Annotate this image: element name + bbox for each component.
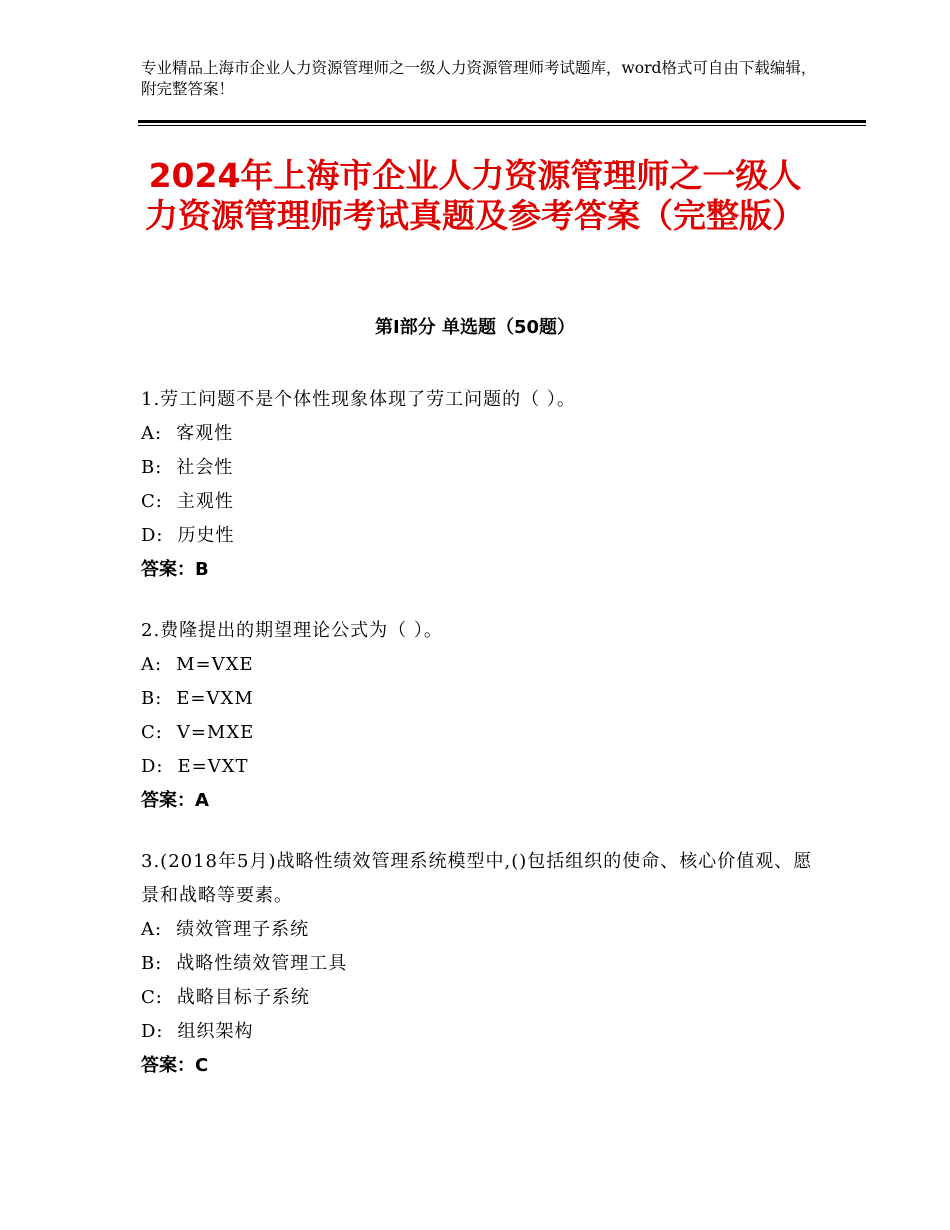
option-key: D: [141,525,164,546]
question-2-option-c [141,716,821,750]
question-2-option-a [141,648,821,682]
question-1-answer [141,553,821,587]
option-key: B: [141,688,163,709]
question-3-option-b [141,947,821,981]
option-key: C: [141,722,163,743]
option-key: D: [141,1021,164,1042]
answer-label: 答案： [141,559,195,580]
answer-label: 答案： [141,790,195,811]
option-text: M=VXE [176,654,254,675]
question-3-option-c [141,981,821,1015]
header-divider-thin [138,125,866,126]
question-2-option-b [141,682,821,716]
option-text: 组织架构 [177,1021,254,1042]
question-3-answer [141,1049,821,1083]
question-3-option-d [141,1015,821,1049]
question-1-option-a [141,417,821,451]
question-list [141,383,821,1110]
option-key: B: [141,953,163,974]
answer-label: 答案： [141,1055,195,1076]
option-key: B: [141,457,163,478]
answer-value: A [195,790,209,811]
question-2 [141,614,821,818]
question-1-text: 1.劳工问题不是个体性现象体现了劳工问题的（ ）。 [141,389,576,410]
question-2-text: 2.费隆提出的期望理论公式为（ ）。 [141,620,443,641]
option-text: 绩效管理子系统 [176,919,310,940]
question-1-option-c [141,485,821,519]
option-text: 社会性 [176,457,234,478]
answer-value: C [195,1055,209,1076]
option-text: 主观性 [176,491,234,512]
header-note: 专业精品上海市企业人力资源管理师之一级人力资源管理师考试题库，word格式可自由下载编辑，附完整答案！ [141,59,817,98]
option-text: 客观性 [176,423,234,444]
option-text: 历史性 [177,525,235,546]
question-1-option-b [141,451,821,485]
question-3 [141,845,821,1083]
document-title: 2024年上海市企业人力资源管理师之一级人力资源管理师考试真题及参考答案（完整版） [145,156,805,235]
option-text: 战略性绩效管理工具 [176,953,348,974]
option-key: A: [141,919,163,940]
option-key: D: [141,756,164,777]
option-key: A: [141,423,163,444]
question-1 [141,383,821,587]
question-3-text: 3.(2018年5月)战略性绩效管理系统模型中,()包括组织的使命、核心价值观、愿景和战略等要素。 [141,851,813,906]
question-2-answer [141,784,821,818]
option-text: E=VXM [176,688,254,709]
question-2-option-d [141,750,821,784]
option-text: 战略目标子系统 [176,987,310,1008]
option-key: C: [141,987,163,1008]
question-1-option-d [141,519,821,553]
answer-value: B [195,559,209,580]
header-divider-thick [138,120,866,123]
option-text: V=MXE [176,722,255,743]
question-3-option-a [141,913,821,947]
section-heading: 第Ⅰ部分 单选题（50题） [374,317,575,338]
option-key: C: [141,491,163,512]
option-key: A: [141,654,163,675]
option-text: E=VXT [177,756,249,777]
